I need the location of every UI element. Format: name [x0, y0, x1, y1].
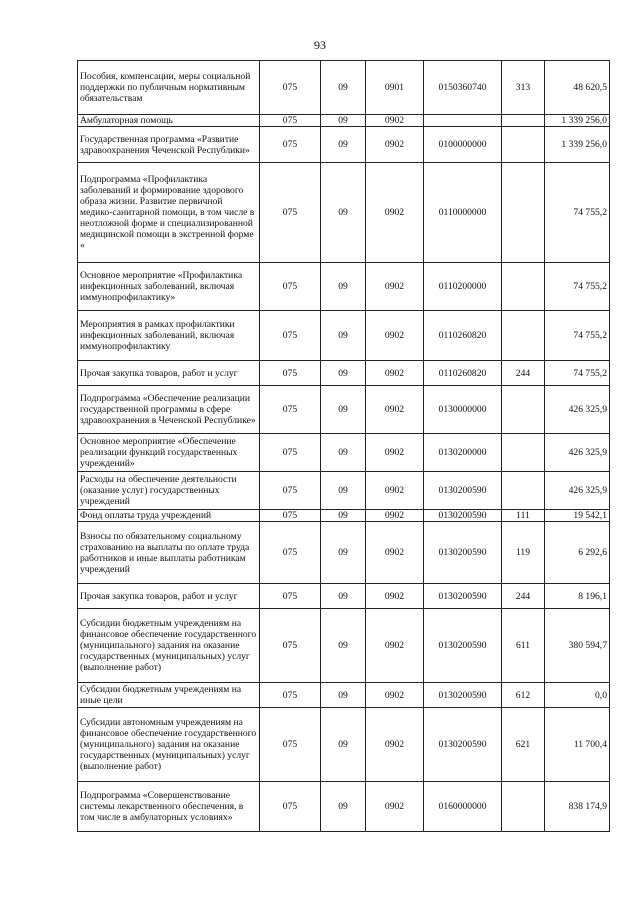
- target-article-cell: 0150360740: [424, 61, 502, 115]
- item-name-cell: Пособия, компенсации, меры социальной поддержки по публичным нормативным обязательствам: [78, 61, 260, 115]
- subsection-code-cell: 0902: [366, 386, 424, 434]
- ministry-code-cell: 075: [260, 434, 321, 472]
- subsection-code-cell: 0902: [366, 522, 424, 584]
- item-name-cell: Основное мероприятие «Обеспечение реализации функций государственных учреждений»: [78, 434, 260, 472]
- ministry-code-cell: 075: [260, 386, 321, 434]
- amount-cell: 19 542,1: [545, 510, 610, 522]
- amount-cell: 74 755,2: [545, 263, 610, 311]
- expense-type-cell: 244: [502, 584, 545, 609]
- section-code-cell: 09: [321, 609, 366, 683]
- item-name-cell: Подпрограмма «Профилактика заболеваний и формирование здорового образа жизни. Развитие первичной медико-санитарной помощи, в том числе в неотложной форме и специализированной медицинской помощи в экстренной форме «: [78, 163, 260, 263]
- table-row: [78, 434, 610, 472]
- amount-cell: 426 325,9: [545, 472, 610, 510]
- amount-cell: 1 339 256,0: [545, 127, 610, 163]
- table-row: [78, 61, 610, 115]
- ministry-code-cell: 075: [260, 311, 321, 361]
- table-row: [78, 683, 610, 708]
- amount-cell: 426 325,9: [545, 386, 610, 434]
- expense-type-cell: 612: [502, 683, 545, 708]
- ministry-code-cell: 075: [260, 609, 321, 683]
- target-article-cell: [424, 115, 502, 127]
- expense-type-cell: [502, 311, 545, 361]
- target-article-cell: 0130000000: [424, 386, 502, 434]
- subsection-code-cell: 0902: [366, 115, 424, 127]
- expense-type-cell: [502, 386, 545, 434]
- table-row: [78, 163, 610, 263]
- table-row: [78, 115, 610, 127]
- target-article-cell: 0130200590: [424, 472, 502, 510]
- amount-cell: 838 174,9: [545, 782, 610, 832]
- ministry-code-cell: 075: [260, 115, 321, 127]
- target-article-cell: 0110260820: [424, 361, 502, 386]
- ministry-code-cell: 075: [260, 522, 321, 584]
- section-code-cell: 09: [321, 683, 366, 708]
- subsection-code-cell: 0902: [366, 510, 424, 522]
- amount-cell: 380 594,7: [545, 609, 610, 683]
- ministry-code-cell: 075: [260, 472, 321, 510]
- item-name-cell: Взносы по обязательному социальному страхованию на выплаты по оплате труда работников и иные выплаты работникам учреждений: [78, 522, 260, 584]
- item-name-cell: Подпрограмма «Совершенствование системы лекарственного обеспечения, в том числе в амбулаторных условиях»: [78, 782, 260, 832]
- ministry-code-cell: 075: [260, 510, 321, 522]
- amount-cell: 8 196,1: [545, 584, 610, 609]
- item-name-cell: Амбулаторная помощь: [78, 115, 260, 127]
- section-code-cell: 09: [321, 311, 366, 361]
- section-code-cell: 09: [321, 115, 366, 127]
- section-code-cell: 09: [321, 127, 366, 163]
- ministry-code-cell: 075: [260, 708, 321, 782]
- table-row: [78, 782, 610, 832]
- section-code-cell: 09: [321, 163, 366, 263]
- expense-type-cell: [502, 163, 545, 263]
- ministry-code-cell: 075: [260, 782, 321, 832]
- table-row: [78, 386, 610, 434]
- item-name-cell: Подпрограмма «Обеспечение реализации государственной программы в сфере здравоохранения в Чеченской Республике»: [78, 386, 260, 434]
- amount-cell: 74 755,2: [545, 163, 610, 263]
- amount-cell: 48 620,5: [545, 61, 610, 115]
- target-article-cell: 0110200000: [424, 263, 502, 311]
- amount-cell: 426 325,9: [545, 434, 610, 472]
- expense-type-cell: 119: [502, 522, 545, 584]
- subsection-code-cell: 0902: [366, 263, 424, 311]
- section-code-cell: 09: [321, 522, 366, 584]
- table-row: [78, 708, 610, 782]
- target-article-cell: 0110260820: [424, 311, 502, 361]
- expense-type-cell: 621: [502, 708, 545, 782]
- table-row: [78, 472, 610, 510]
- ministry-code-cell: 075: [260, 584, 321, 609]
- ministry-code-cell: 075: [260, 683, 321, 708]
- subsection-code-cell: 0902: [366, 782, 424, 832]
- target-article-cell: 0130200000: [424, 434, 502, 472]
- target-article-cell: 0110000000: [424, 163, 502, 263]
- target-article-cell: 0100000000: [424, 127, 502, 163]
- table-row: [78, 127, 610, 163]
- subsection-code-cell: 0902: [366, 683, 424, 708]
- item-name-cell: Основное мероприятие «Профилактика инфекционных заболеваний, включая иммунопрофилактику»: [78, 263, 260, 311]
- ministry-code-cell: 075: [260, 127, 321, 163]
- expense-type-cell: [502, 263, 545, 311]
- table-row: [78, 522, 610, 584]
- amount-cell: 6 292,6: [545, 522, 610, 584]
- ministry-code-cell: 075: [260, 263, 321, 311]
- item-name-cell: Фонд оплаты труда учреждений: [78, 510, 260, 522]
- item-name-cell: Государственная программа «Развитие здравоохранения Чеченской Республики»: [78, 127, 260, 163]
- target-article-cell: 0160000000: [424, 782, 502, 832]
- expense-type-cell: [502, 434, 545, 472]
- table-row: [78, 263, 610, 311]
- target-article-cell: 0130200590: [424, 683, 502, 708]
- expense-type-cell: [502, 115, 545, 127]
- subsection-code-cell: 0902: [366, 609, 424, 683]
- expense-type-cell: [502, 127, 545, 163]
- section-code-cell: 09: [321, 510, 366, 522]
- ministry-code-cell: 075: [260, 361, 321, 386]
- amount-cell: 11 700,4: [545, 708, 610, 782]
- table-row: [78, 609, 610, 683]
- item-name-cell: Прочая закупка товаров, работ и услуг: [78, 584, 260, 609]
- expense-type-cell: [502, 782, 545, 832]
- table-row: [78, 361, 610, 386]
- target-article-cell: 0130200590: [424, 510, 502, 522]
- ministry-code-cell: 075: [260, 61, 321, 115]
- expense-type-cell: 111: [502, 510, 545, 522]
- item-name-cell: Субсидии бюджетным учреждениям на финансовое обеспечение государственного (муниципального) задания на оказание государственных (муниципальных) услуг (выполнение работ): [78, 609, 260, 683]
- item-name-cell: Прочая закупка товаров, работ и услуг: [78, 361, 260, 386]
- table-row: [78, 510, 610, 522]
- subsection-code-cell: 0902: [366, 311, 424, 361]
- amount-cell: 74 755,2: [545, 311, 610, 361]
- table-row: [78, 311, 610, 361]
- target-article-cell: 0130200590: [424, 609, 502, 683]
- subsection-code-cell: 0902: [366, 584, 424, 609]
- expense-type-cell: 313: [502, 61, 545, 115]
- page-number: 93: [314, 38, 326, 52]
- item-name-cell: Мероприятия в рамках профилактики инфекционных заболеваний, включая иммунопрофилактику: [78, 311, 260, 361]
- target-article-cell: 0130200590: [424, 584, 502, 609]
- table-body: [78, 61, 610, 832]
- amount-cell: 0,0: [545, 683, 610, 708]
- expense-type-cell: [502, 472, 545, 510]
- subsection-code-cell: 0901: [366, 61, 424, 115]
- table-row: [78, 584, 610, 609]
- subsection-code-cell: 0902: [366, 361, 424, 386]
- subsection-code-cell: 0902: [366, 472, 424, 510]
- amount-cell: 1 339 256,0: [545, 115, 610, 127]
- target-article-cell: 0130200590: [424, 522, 502, 584]
- subsection-code-cell: 0902: [366, 708, 424, 782]
- expense-type-cell: 611: [502, 609, 545, 683]
- section-code-cell: 09: [321, 584, 366, 609]
- section-code-cell: 09: [321, 434, 366, 472]
- subsection-code-cell: 0902: [366, 163, 424, 263]
- section-code-cell: 09: [321, 361, 366, 386]
- ministry-code-cell: 075: [260, 163, 321, 263]
- expense-type-cell: 244: [502, 361, 545, 386]
- amount-cell: 74 755,2: [545, 361, 610, 386]
- section-code-cell: 09: [321, 263, 366, 311]
- item-name-cell: Расходы на обеспечение деятельности (оказание услуг) государственных учреждений: [78, 472, 260, 510]
- target-article-cell: 0130200590: [424, 708, 502, 782]
- section-code-cell: 09: [321, 61, 366, 115]
- section-code-cell: 09: [321, 386, 366, 434]
- budget-table: [77, 60, 610, 832]
- item-name-cell: Субсидии бюджетным учреждениям на иные цели: [78, 683, 260, 708]
- item-name-cell: Субсидии автономным учреждениям на финансовое обеспечение государственного (муниципального) задания на оказание государственных (муниципальных) услуг (выполнение работ): [78, 708, 260, 782]
- section-code-cell: 09: [321, 708, 366, 782]
- subsection-code-cell: 0902: [366, 127, 424, 163]
- section-code-cell: 09: [321, 782, 366, 832]
- section-code-cell: 09: [321, 472, 366, 510]
- subsection-code-cell: 0902: [366, 434, 424, 472]
